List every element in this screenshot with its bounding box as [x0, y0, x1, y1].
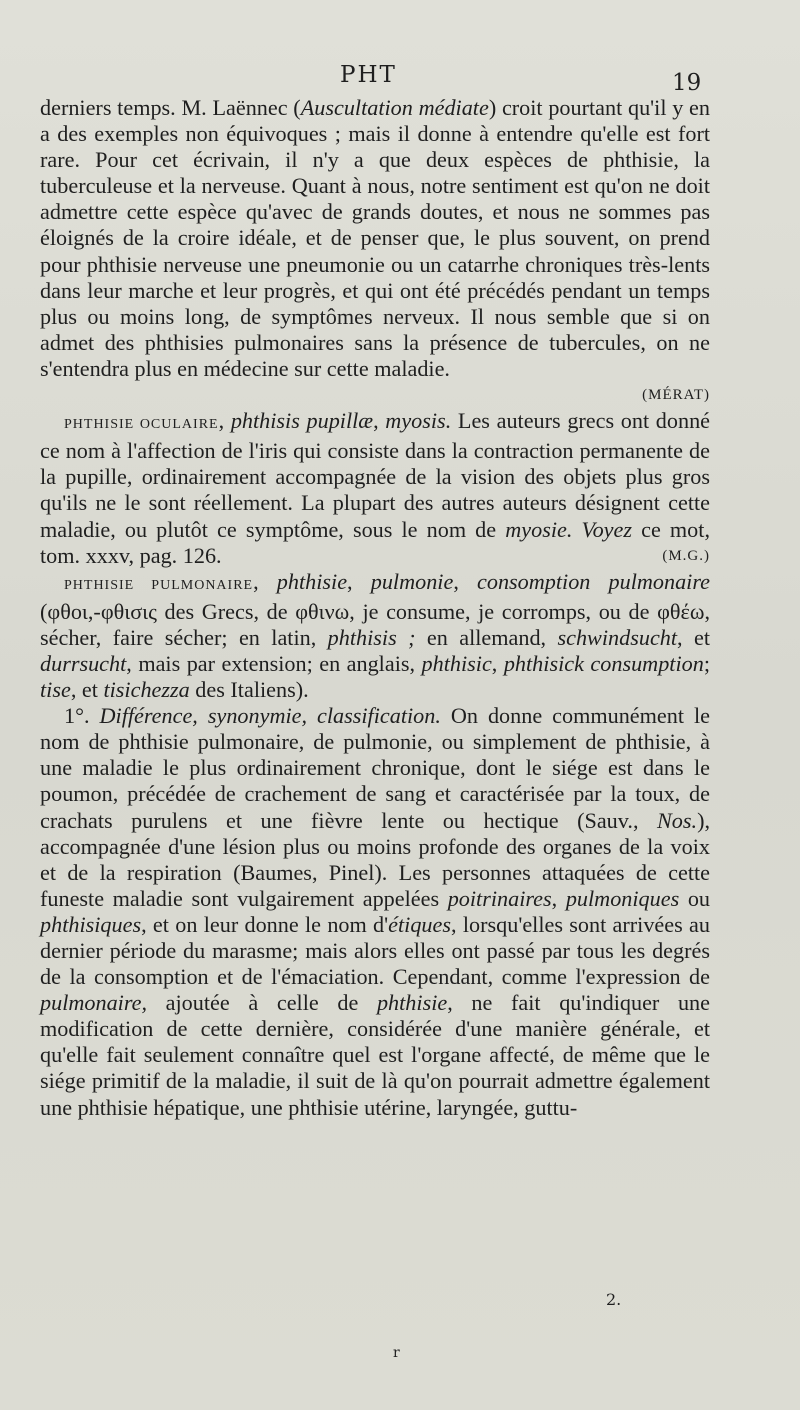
paragraph-difference-synonymie: 1°. Différence, synonymie, classification. On donne communément le nom de phthisie pulmonaire, de pulmonie, ou simplement de phthisie, à une maladie le plus ordinairement chronique, dont le siége est dans le poumon, précédée de crachement de sang et caractérisée par la toux, de crachats purulens et une fièvre lente ou hectique (Sauv., Nos.), accompagnée d'une lésion plus ou moins profonde des organes de la voix et de la respiration (Baumes, Pinel). Les personnes attaquées de cette funeste maladie sont vulgairement appelées poitrinaires, pulmoniques ou phthisiques, et on leur donne le nom d'étiques, lorsqu'elles sont arrivées au dernier période du marasme; mais alors elles ont passé par tous les degrés de la consomption et de l'émaciation. Cependant, comme l'expression de pulmonaire, ajoutée à celle de phthisie, ne fait qu'indiquer une modification de cette dernière, considérée d'une manière générale, et qu'elle fait seulement connaître quel est l'organe affecté, de même que le siége primitif de la maladie, il suit de là qu'on pourrait admettre également une phthisie hépatique, une phthisie utérine, laryngée, guttu-	[40, 703, 711, 1120]
body-text	[40, 95, 710, 1121]
entry-phthisie-oculaire: PHTHISIE OCULAIRE, phthisis pupillæ, myosis. Les auteurs grecs ont donné ce nom à l'affection de l'iris qui consiste dans la contraction permanente de la pupille, ordinairement accompagnée de la vision des objets plus gros qu'ils ne le sont réellement. La plupart des autres auteurs désignent cette maladie, ou plutôt ce symptôme, sous le nom de myosie. Voyez ce mot, tom. xxxv, pag. 126. (M.G.)	[40, 408, 711, 568]
signature-merat: (MÉRAT)	[642, 387, 710, 404]
entry-heading: PHTHISIE PULMONAIRE	[64, 577, 254, 593]
page-header	[0, 62, 800, 94]
page-number: 19	[672, 70, 702, 96]
paragraph-phthisie-nerveuse: derniers temps. M. Laënnec (Auscultation médiate) croit pourtant qu'il y en a des exemples non équivoques ; mais il donne à entendre qu'elle est fort rare. Pour cet écrivain, il n'y a que deux espèces de phthisie, la tuberculeuse et la nerveuse. Quant à nous, notre sentiment est qu'on ne doit admettre cette espèce qu'avec de grands doutes, et nous ne sommes pas éloignés de la croire idéale, et de penser que, le plus souvent, on prend pour phthisie nerveuse une pneumonie ou un catarrhe chroniques très-lents dans leur marche et leur progrès, et qui ont été précédés pendant un temps plus ou moins long, de symptômes nerveux. Il nous semble que si on admet des phthisies pulmonaires sans la présence de tubercules, on ne s'entendra plus en médecine sur cette maladie.	[40, 95, 710, 381]
entry-phthisie-pulmonaire: PHTHISIE PULMONAIRE, phthisie, pulmonie, consomption pulmonaire (φθοι,-φθισις des Grecs, de φθινω, je consume, je corromps, ou de φθέω, sécher, faire sécher; en latin, phthisis ; en allemand, schwindsucht, et durrsucht, mais par extension; en anglais, phthisic, phthisick consumption; tise, et tisichezza des Italiens).	[40, 568, 711, 703]
running-head: PHT	[340, 62, 397, 88]
entry-heading: PHTHISIE OCULAIRE	[64, 417, 219, 433]
signature-mg: (M.G.)	[662, 547, 710, 564]
ink-mark: r	[393, 1345, 400, 1361]
signature-mark: 2.	[606, 1290, 622, 1309]
